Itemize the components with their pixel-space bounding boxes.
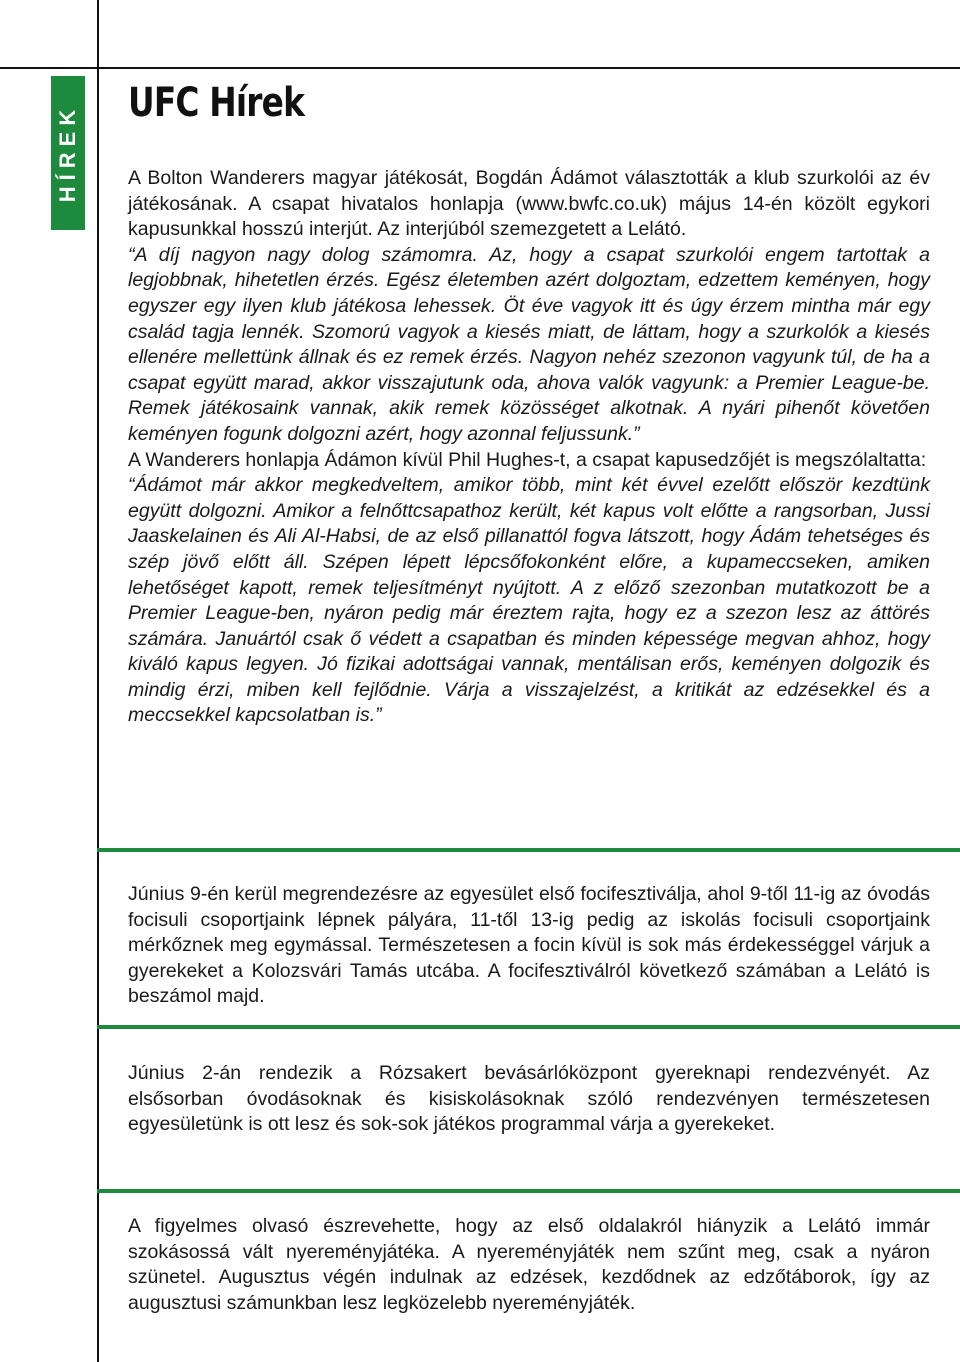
- article-focifesztival: [128, 882, 930, 1010]
- article-intro: A Bolton Wanderers magyar játékosát, Bogdán Ádámot választották a klub szurkolói az év játékosának. A csapat hivatalos honlapja (www.bwfc.co.uk) május 14-én közölt egykori kapusunkkal hosszú interjút. Az interjúból szemezgetett a Lelátó.: [128, 167, 930, 241]
- section-divider: [97, 1025, 960, 1029]
- article-bogdan: [128, 166, 930, 729]
- quote-bogdan: “A díj nagyon nagy dolog számomra. Az, hogy a csapat szurkolói engem tartottak a legjobbnak, hihetetlen érzés. Egész életemben azért dolgoztam, edzettem keményen, hogy egyszer egy ilyen klub játékosa lehessek. Öt éve vagyok itt és úgy érzem mintha már egy család tagja lennék. Szomorú vagyok a kiesés miatt, de láttam, hogy a szurkolók a kiesés ellenére mellettünk állnak és ez remek érzés. Nagyon nehéz szezonon vagyunk túl, de ha a csapat együtt marad, akkor visszajutunk oda, ahova valók vagyunk: a Premier League-be. Remek játékosaink vannak, akik remek közösséget alkotnak. A nyári pihenőt követően keményen fogunk dolgozni azért, hogy azonnal feljussunk.”: [128, 243, 930, 445]
- margin-rule: [97, 0, 99, 1362]
- section-tab: [51, 76, 85, 230]
- quote-hughes: “Ádámot már akkor megkedveltem, amikor több, mint két évvel ezelőtt először kezdtünk együtt dolgozni. Amikor a felnőttcsapathoz került, két kapus volt előtte a rangsorban, Jussi Jaaskelainen és Ali Al-Habsi, de az első pillanattól fogva látszott, hogy Ádám tehetséges és szép jövő előtt áll. Szépen lépett lépcsőfokonként előre, a kupameccseken, amiken lehetőséget kapott, remek teljesítményt nyújtott. A z előző szezonban mutatkozott be a Premier League-ben, nyáron pedig már éreztem rajta, hogy ez a szezon lesz az áttörés számára. Januártól csak ő védett a csapatban és minden képessége megvan ahhoz, hogy kiváló kapus legyen. Jó fizikai adottságai vannak, mentálisan erős, keményen dolgozik és mindig érzi, miben kell fejlődnie. Várja a visszajelzést, a kritikát az edzésekkel és a meccsekkel kapcsolatban is.”: [128, 474, 930, 727]
- section-divider: [97, 1189, 960, 1193]
- page-title: UFC Hírek: [128, 80, 305, 126]
- header-rule: [0, 67, 960, 69]
- article-nyeremenyjatek: [128, 1214, 930, 1316]
- article-text: Június 2-án rendezik a Rózsakert bevásárlóközpont gyereknapi rendezvényét. Az elsősorban óvodásoknak és kisiskolásoknak szóló rendezvényen természetesen egyesületünk is ott lesz és sok-sok játékos programmal várja a gyerekeket.: [128, 1062, 930, 1136]
- section-tab-label: HÍREK: [55, 103, 80, 203]
- article-transition: A Wanderers honlapja Ádámon kívül Phil Hughes-t, a csapat kapusedzőjét is megszólaltatta:: [128, 448, 927, 471]
- article-text: Június 9-én kerül megrendezésre az egyesület első focifesztiválja, ahol 9-től 11-ig az óvodás focisuli csoportjaink lépnek pályára, 11-től 13-ig pedig az iskolás focisuli csoportjaink mérkőznek meg egymással. Természetesen a focin kívül is sok más érdekességgel várjuk a gyerekeket a Kolozsvári Tamás utcába. A focifesztiválról következő számában a Lelátó is beszámol majd.: [128, 883, 930, 1008]
- section-divider: [97, 848, 960, 852]
- article-text: A figyelmes olvasó észrevehette, hogy az első oldalakról hiányzik a Lelátó immár szokásossá vált nyereményjátéka. A nyereményjáték nem szűnt meg, csak a nyáron szünetel. Augusztus végén indulnak az edzések, kezdődnek az edzőtáborok, így az augusztusi számunkban lesz legközelebb nyereményjáték.: [128, 1215, 930, 1314]
- article-gyereknap: [128, 1061, 930, 1138]
